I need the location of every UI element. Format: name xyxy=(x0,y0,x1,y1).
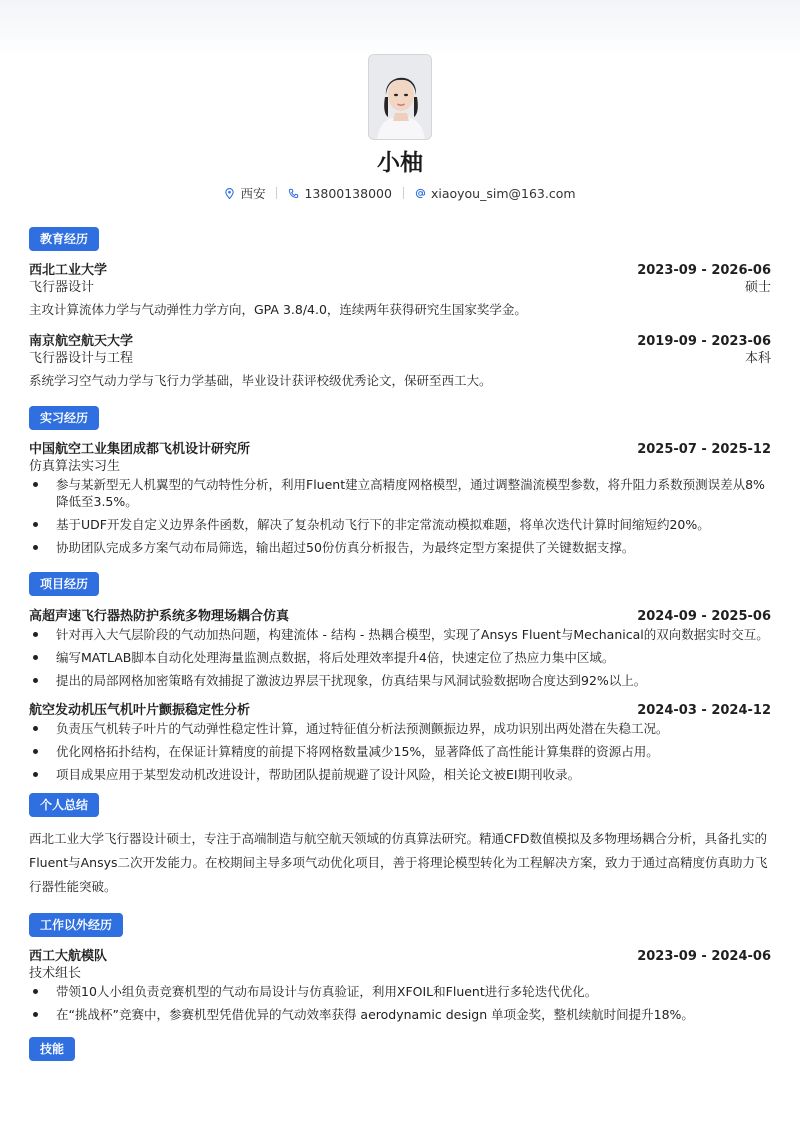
list-item: 协助团队完成多方案气动布局筛选，输出超过50份仿真分析报告，为最终定型方案提供了关键数据支撑。 xyxy=(29,539,771,556)
school-name: 西北工业大学 xyxy=(29,263,108,278)
project-bullets xyxy=(29,720,771,783)
section-title-internship: 实习经历 xyxy=(29,406,99,430)
section-title-projects: 项目经历 xyxy=(29,572,99,596)
education-desc: 主攻计算流体力学与气动弹性力学方向，GPA 3.8/4.0，连续两年获得研究生国家奖学金。 xyxy=(29,302,527,317)
degree: 硕士 xyxy=(744,280,771,295)
list-item: 项目成果应用于某型发动机改进设计，帮助团队提前规避了设计风险，相关论文被EI期刊收录。 xyxy=(29,766,771,783)
list-item: 基于UDF开发自定义边界条件函数，解决了复杂机动飞行下的非定常流动模拟难题，将单次迭代计算时间缩短约20%。 xyxy=(29,516,771,533)
project-entry xyxy=(29,605,771,689)
contact-bar xyxy=(29,185,771,201)
date-range: 2019-09 - 2023-06 xyxy=(637,334,771,349)
education-desc: 系统学习空气动力学与飞行力学基础，毕业设计获评校级优秀论文，保研至西工大。 xyxy=(29,373,492,388)
phone-icon xyxy=(288,188,299,199)
date-range: 2025-07 - 2025-12 xyxy=(637,442,771,457)
degree: 本科 xyxy=(744,351,771,366)
list-item: 针对再入大气层阶段的气动加热问题，构建流体 - 结构 - 热耦合模型，实现了Ansys Fluent与Mechanical的双向数据实时交互。 xyxy=(29,626,771,643)
education-section xyxy=(29,227,771,390)
summary-section xyxy=(29,793,771,899)
list-item: 在“挑战杯”竞赛中，参赛机型凭借优异的气动效率获得 aerodynamic design 单项金奖，整机续航时间提升18%。 xyxy=(29,1006,771,1023)
company-name: 中国航空工业集团成都飞机设计研究所 xyxy=(29,442,251,457)
education-entry xyxy=(29,259,771,319)
extra-entry xyxy=(29,945,771,1023)
job-role: 仿真算法实习生 xyxy=(29,459,121,474)
list-item: 带领10人小组负责竞赛机型的气动布局设计与仿真验证，利用XFOIL和Fluent进行多轮迭代优化。 xyxy=(29,983,771,1000)
major: 飞行器设计与工程 xyxy=(29,351,134,366)
contact-location xyxy=(224,184,265,202)
date-range: 2024-03 - 2024-12 xyxy=(637,703,771,718)
location-text: 西安 xyxy=(240,186,266,201)
section-title-education: 教育经历 xyxy=(29,227,99,251)
list-item: 编写MATLAB脚本自动化处理海量监测点数据，将后处理效率提升4倍，快速定位了热应力集中区域。 xyxy=(29,649,771,666)
project-bullets xyxy=(29,626,771,689)
contact-email xyxy=(415,186,576,201)
internship-bullets xyxy=(29,476,771,556)
extra-bullets xyxy=(29,983,771,1023)
contact-divider xyxy=(403,187,404,199)
project-entry xyxy=(29,699,771,783)
list-item: 负责压气机转子叶片的气动弹性稳定性计算，通过特征值分析法预测颤振边界，成功识别出两处潜在失稳工况。 xyxy=(29,720,771,737)
email-text[interactable]: xiaoyou_sim@163.com xyxy=(430,185,576,201)
profile-photo xyxy=(368,54,432,140)
contact-phone xyxy=(288,186,391,201)
location-pin-icon xyxy=(224,188,235,199)
contact-divider xyxy=(276,187,277,199)
education-entry xyxy=(29,330,771,390)
project-title: 高超声速飞行器热防护系统多物理场耦合仿真 xyxy=(29,609,290,624)
list-item: 优化网格拓扑结构，在保证计算精度的前提下将网格数量减少15%，显著降低了高性能计算集群的资源占用。 xyxy=(29,743,771,760)
phone-text: 13800138000 xyxy=(304,185,392,201)
internship-entry xyxy=(29,438,771,556)
list-item: 参与某新型无人机翼型的气动特性分析，利用Fluent建立高精度网格模型，通过调整湍流模型参数，将升阻力系数预测误差从8%降低至3.5%。 xyxy=(29,476,771,510)
school-name: 南京航空航天大学 xyxy=(29,334,134,349)
list-item: 提出的局部网格加密策略有效捕捉了激波边界层干扰现象，仿真结果与风洞试验数据吻合度达到92%以上。 xyxy=(29,672,771,689)
org-role: 技术组长 xyxy=(29,966,82,981)
internship-section xyxy=(29,406,771,556)
major: 飞行器设计 xyxy=(29,280,95,295)
extra-section xyxy=(29,913,771,1023)
candidate-name: 小柚 xyxy=(377,150,423,176)
date-range: 2023-09 - 2024-06 xyxy=(637,949,771,964)
section-title-summary: 个人总结 xyxy=(29,793,99,817)
date-range: 2023-09 - 2026-06 xyxy=(637,263,771,278)
email-at-icon xyxy=(415,188,426,199)
resume-header xyxy=(29,0,771,201)
skills-section xyxy=(29,1037,771,1061)
date-range: 2024-09 - 2025-06 xyxy=(637,609,771,624)
project-title: 航空发动机压气机叶片颤振稳定性分析 xyxy=(29,703,251,718)
summary-text: 西北工业大学飞行器设计硕士，专注于高端制造与航空航天领域的仿真算法研究。精通CFD数值模拟及多物理场耦合分析，具备扎实的Fluent与Ansys二次开发能力。在校期间主导多项气动优化项目，善于将理论模型转化为工程解决方案，致力于通过高精度仿真助力飞行器性能突破。 xyxy=(29,831,768,894)
org-name: 西工大航模队 xyxy=(29,949,108,964)
projects-section xyxy=(29,572,771,783)
section-title-skills: 技能 xyxy=(29,1037,75,1061)
section-title-extra: 工作以外经历 xyxy=(29,913,123,937)
